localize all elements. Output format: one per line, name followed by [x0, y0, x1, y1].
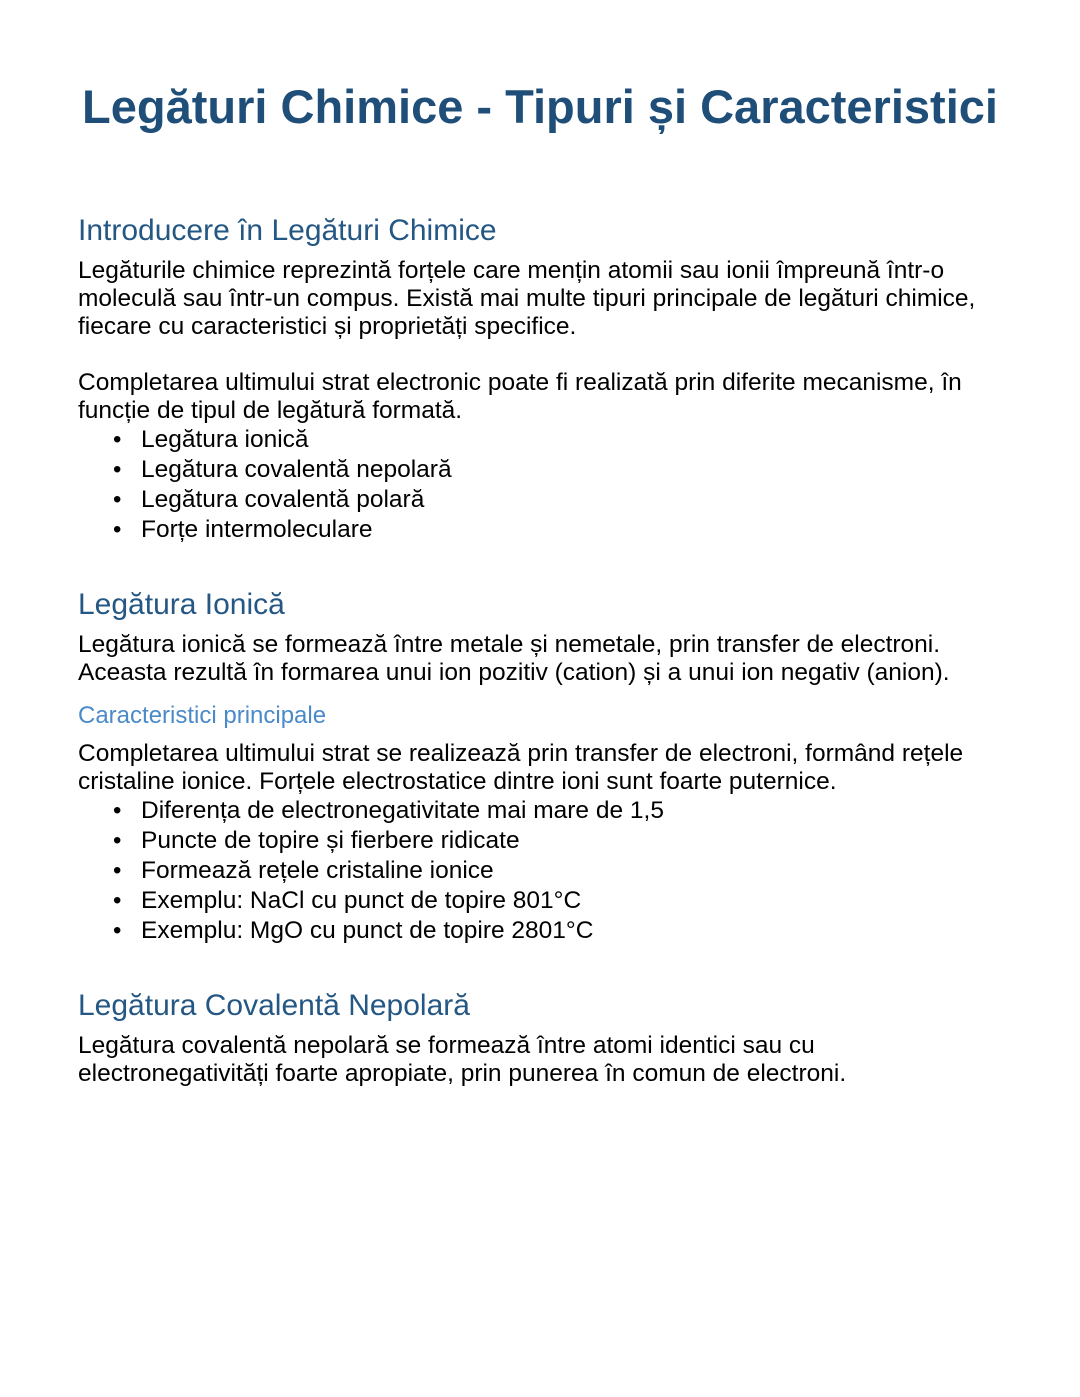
section-heading-introduction: Introducere în Legături Chimice	[78, 214, 497, 247]
intro-paragraph-mechanisms: Completarea ultimului strat electronic poate fi realizată prin diferite mecanisme, în funcție de tipul de legătură formată.	[78, 369, 962, 424]
characteristics-paragraph: Completarea ultimului strat se realizează prin transfer de electroni, formând rețele cristaline ionice. Forțele electrostatice dintre ioni sunt foarte puternice.	[78, 740, 964, 795]
list-item: • Diferența de electronegativitate mai mare de 1,5	[141, 796, 1002, 826]
list-item: • Exemplu: NaCl cu punct de topire 801°C	[141, 886, 1002, 916]
bond-types-list	[78, 425, 1002, 545]
section-introduction	[78, 213, 1002, 545]
list-item: • Legătura covalentă nepolară	[141, 455, 1002, 485]
list-item: • Exemplu: MgO cu punct de topire 2801°C	[141, 916, 1002, 946]
list-item: • Forțe intermoleculare	[141, 515, 1002, 545]
list-item: • Formează rețele cristaline ionice	[141, 856, 1002, 886]
subheading-main-characteristics: Caracteristici principale	[78, 702, 327, 729]
section-heading-ionic-bond: Legătura Ionică	[78, 588, 285, 621]
list-item: • Puncte de topire și fierbere ridicate	[141, 826, 1002, 856]
ionic-characteristics-list	[78, 796, 1002, 946]
section-heading-nonpolar-covalent: Legătura Covalentă Nepolară	[78, 989, 470, 1022]
list-item: • Legătura covalentă polară	[141, 485, 1002, 515]
page-title: Legături Chimice - Tipuri și Caracteristici	[82, 80, 998, 133]
nonpolar-covalent-paragraph: Legătura covalentă nepolară se formează între atomi identici sau cu electronegativități foarte apropiate, prin punerea în comun de electroni.	[78, 1032, 847, 1087]
section-nonpolar-covalent-bond	[78, 988, 1002, 1088]
intro-paragraph: Legăturile chimice reprezintă forțele care mențin atomii sau ionii împreună într-o moleculă sau într-un compus. Există mai multe tipuri principale de legături chimice, fiecare cu caracteristici și proprietăți specifice.	[78, 257, 976, 340]
ionic-bond-paragraph: Legătura ionică se formează între metale și nemetale, prin transfer de electroni. Aceasta rezultă în formarea unui ion pozitiv (cation) și a unui ion negativ (anion).	[78, 631, 950, 686]
list-item: • Legătura ionică	[141, 425, 1002, 455]
section-ionic-bond	[78, 587, 1002, 946]
